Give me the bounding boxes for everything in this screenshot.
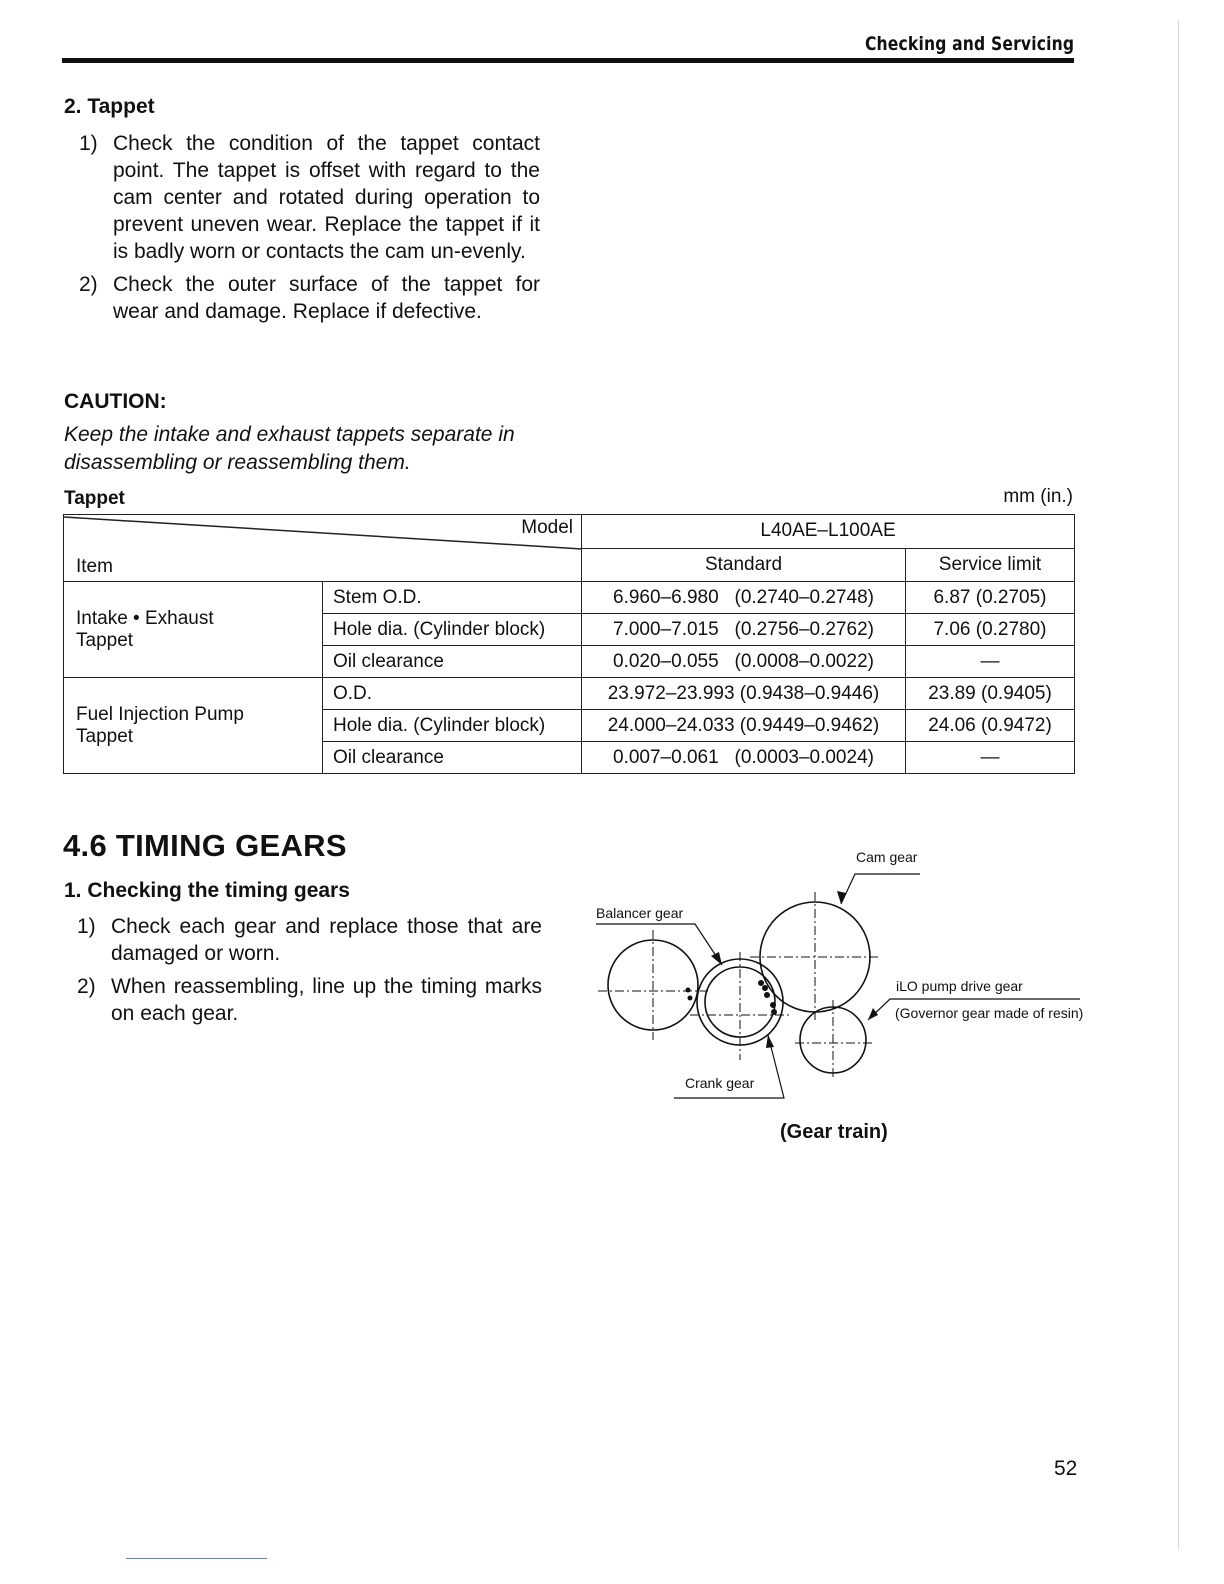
step-number: 1) xyxy=(79,132,98,155)
item-header: Item xyxy=(76,556,113,577)
group-label-line: Fuel Injection Pump xyxy=(76,703,244,725)
service-limit-header: Service limit xyxy=(906,548,1075,582)
limit-cell: 6.87 (0.2705) xyxy=(906,582,1075,614)
figure-caption: (Gear train) xyxy=(780,1121,888,1143)
crank-gear-label: Crank gear xyxy=(685,1075,755,1091)
step-text: Check each gear and replace those that are damaged or worn. xyxy=(111,915,542,965)
timing-steps xyxy=(62,913,542,1033)
table-row xyxy=(64,678,1075,710)
group-label xyxy=(64,582,323,678)
standard-cell: 6.960–6.980 (0.2740–0.2748) xyxy=(582,582,906,614)
table-row xyxy=(64,582,1075,614)
group-label-line: Tappet xyxy=(76,629,134,651)
standard-header: Standard xyxy=(582,548,906,582)
tappet-steps xyxy=(64,130,540,331)
standard-cell: 24.000–24.033 (0.9449–0.9462) xyxy=(582,710,906,742)
caution-text: Keep the intake and exhaust tappets separate in disassembling or reassembling them. xyxy=(64,423,515,474)
tappet-step-2 xyxy=(64,271,540,325)
standard-cell: 7.000–7.015 (0.2756–0.2762) xyxy=(582,614,906,646)
step-text: Check the outer surface of the tappet for wear and damage. Replace if defective. xyxy=(113,273,540,323)
limit-cell: — xyxy=(906,646,1075,678)
standard-cell: 0.020–0.055 (0.0008–0.0022) xyxy=(582,646,906,678)
timing-step-1 xyxy=(62,913,542,967)
item-cell: O.D. xyxy=(323,678,582,710)
standard-cell: 0.007–0.061 (0.0003–0.0024) xyxy=(582,742,906,774)
model-name-cell: L40AE–L100AE xyxy=(582,515,1075,549)
lo-pump-gear-label: iLO pump drive gear xyxy=(896,978,1023,994)
footer-line xyxy=(126,1558,267,1559)
governor-note: (Governor gear made of resin) xyxy=(895,1005,1084,1021)
timing-step-2 xyxy=(62,973,542,1027)
subsection-heading: 1. Checking the timing gears xyxy=(64,879,350,902)
step-number: 2) xyxy=(77,975,96,998)
item-cell: Oil clearance xyxy=(323,646,582,678)
table-corner-header xyxy=(64,515,582,582)
page-number: 52 xyxy=(1054,1457,1078,1480)
tappet-heading: 2. Tappet xyxy=(64,95,155,118)
limit-cell: 24.06 (0.9472) xyxy=(906,710,1075,742)
item-cell: Hole dia. (Cylinder block) xyxy=(323,710,582,742)
step-number: 1) xyxy=(77,915,96,938)
section-title: 4.6 TIMING GEARS xyxy=(63,828,347,863)
limit-cell: 7.06 (0.2780) xyxy=(906,614,1075,646)
item-cell: Hole dia. (Cylinder block) xyxy=(323,614,582,646)
caution-title: CAUTION: xyxy=(64,390,167,413)
step-number: 2) xyxy=(79,273,98,296)
group-label-line: Intake • Exhaust xyxy=(76,607,214,629)
tappet-step-1 xyxy=(64,130,540,265)
tappet-spec-table xyxy=(63,514,1075,774)
standard-cell: 23.972–23.993 (0.9438–0.9446) xyxy=(582,678,906,710)
step-text: When reassembling, line up the timing marks on each gear. xyxy=(111,975,542,1025)
header-rule xyxy=(62,58,1074,63)
table-units: mm (in.) xyxy=(1003,486,1073,507)
binding-edge xyxy=(1178,20,1179,1550)
running-header-title: Checking and Servicing xyxy=(864,33,1074,55)
limit-cell: 23.89 (0.9405) xyxy=(906,678,1075,710)
balancer-gear-label: Balancer gear xyxy=(596,905,684,921)
model-header: Model xyxy=(521,517,573,538)
diagonal-rule xyxy=(64,515,582,583)
cam-gear-label: Cam gear xyxy=(856,849,918,865)
group-label-line: Tappet xyxy=(76,725,134,747)
gear-train-diagram xyxy=(590,840,1110,1110)
limit-cell: — xyxy=(906,742,1075,774)
item-cell: Stem O.D. xyxy=(323,582,582,614)
group-label xyxy=(64,678,323,774)
step-text: Check the condition of the tappet contact point. The tappet is offset with regard to the cam center and rotated during operation to prevent uneven wear. Replace the tappet if it is badly worn or contacts the cam un-evenly. xyxy=(113,132,540,263)
item-cell: Oil clearance xyxy=(323,742,582,774)
table-title: Tappet xyxy=(64,488,125,509)
